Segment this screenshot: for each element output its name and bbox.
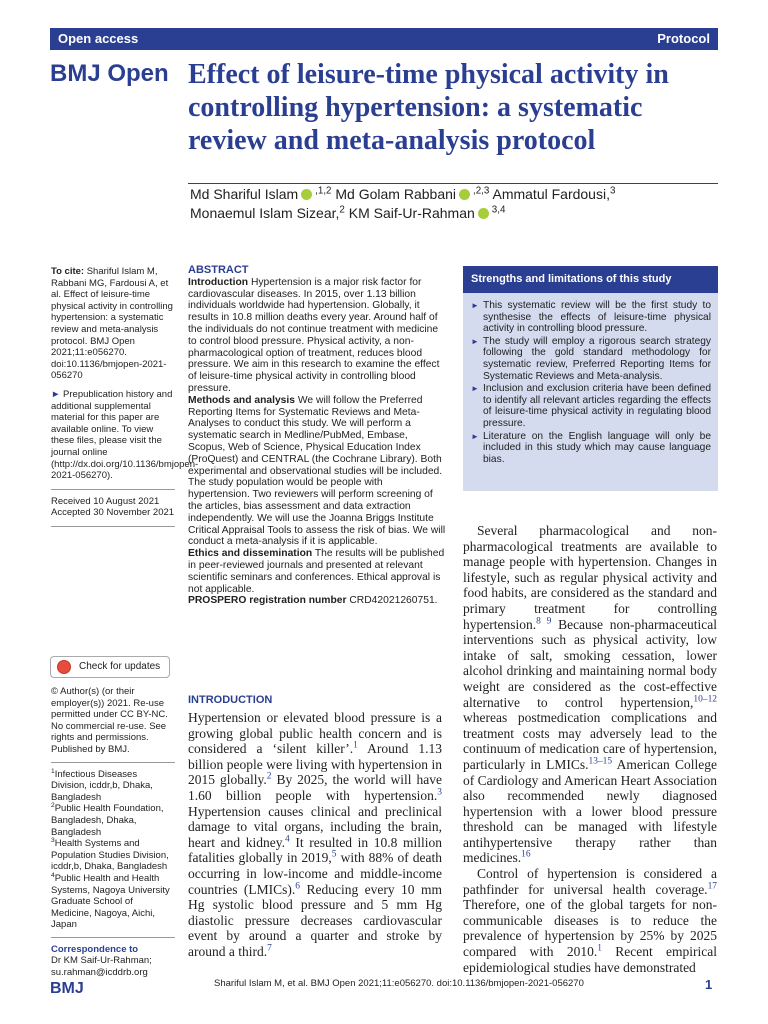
affiliation: $^4$Public Health and Health Systems, Nagoya University Graduate School of Medicine, Nagoya, Aichi, Japan bbox=[51, 871, 170, 931]
list-item: ► The study will employ a rigorous search strategy following the gold standard methodology for systematic review, Preferred Reporting Items for Systematic Reviews and Meta-analysis. bbox=[471, 336, 711, 382]
strengths-limitations-box bbox=[463, 266, 718, 491]
divider bbox=[51, 762, 175, 763]
license-and-affiliations bbox=[51, 686, 175, 979]
body-paragraph: Control of hypertension is considered a pathfinder for universal health coverage.$^{17}$ Therefore, one of the global targets for non-communicable diseases is to reduce the prevalence of hypertension by 25% by 2025 compared with 2010.$^1$ Recent empirical epidemiological studies have demonstrated bbox=[463, 866, 717, 975]
introduction-heading: INTRODUCTION bbox=[188, 694, 273, 706]
box-heading: Strengths and limitations of this study bbox=[463, 266, 718, 293]
body-paragraph: Hypertension or elevated blood pressure is a growing global public health concern and is considered a ‘silent killer’.$^1$ Around 1.13 billion people were living with hypertension in 2015 globally.$^2$ By 2025, the world will have 1.60 billion people with hypertension.$^3$ Hypertension causes clinical and preclinical damage to vital organs, including the brain, heart and kidney.$^4$ It resulted in 10.8 million fatalities globally in 2019,$^5$ with 88% of death occurring in low-income and middle-income countries (LMICs).$^6$ Reducing every 10 mm Hg systolic blood pressure and 5 mm Hg diastolic pressure decreases cardiovascular event by around a quarter and stroke by around a third.$^7$ bbox=[188, 710, 442, 959]
arrow-icon: ► bbox=[51, 388, 61, 400]
author-name[interactable]: Md Shariful Islam bbox=[190, 186, 299, 202]
divider bbox=[51, 937, 175, 938]
received-date: Received 10 August 2021 bbox=[51, 495, 160, 507]
introduction-column-right bbox=[463, 523, 717, 975]
list-item: ► Inclusion and exclusion criteria have been defined to identify all relevant articles regarding the effects of leisure-time physical activity in regulating blood pressure. bbox=[471, 383, 711, 429]
open-access-label: Open access bbox=[58, 31, 139, 46]
divider bbox=[51, 526, 175, 527]
divider bbox=[51, 489, 175, 490]
footer-citation: Shariful Islam M, et al. BMJ Open 2021;11:e056270. doi:10.1136/bmjopen-2021-056270 bbox=[214, 978, 584, 989]
affiliation: $^2$Public Health Foundation, Bangladesh, Dhaka, Bangladesh bbox=[51, 802, 164, 838]
citation-block: To cite: Shariful Islam M, Rabbani MG, Fardousi A, et al. Effect of leisure-time physical activity in controlling hypertension: a systematic review and meta-analysis protocol. BMJ Open 2021;11:e056270. doi:10.1136/bmjopen-2021-056270 bbox=[51, 266, 173, 382]
abstract-methods: Methods and analysis We will follow the Preferred Reporting Items for Systematic Reviews and Meta-Analyses to conduct this study. We will perform a systematic search in Medline/PubMed, Embase, Scopus, Web of Science, Physical Education Index (ProQuest) and CENTRAL (the Cochrane Library). Both experimental and observational studies will be included. The study population would be people with hypertension. Two reviewers will perform screening of the articles, bias assessment and data extraction independently. We will use the Joanna Briggs Institute Critical Appraisal Tools to assess the risk of bias. We will conduct a meta-analysis if it is applicable. bbox=[188, 394, 446, 548]
orcid-icon[interactable] bbox=[301, 189, 312, 200]
abstract-ethics: Ethics and dissemination The results will be published in peer-reviewed journals and presented at relevant scientific seminars and conferences. Ethical approval is not applicable. bbox=[188, 548, 445, 595]
abstract-introduction: Introduction Hypertension is a major risk factor for cardiovascular diseases. In 2015, over 1.13 billion individuals worldwide had hypertension. Globally, it results in 10.8 million deaths every year. Around half of the individuals do not continue treatment with medicine to control blood pressure. Physical activity, a non-pharmacological option of treatment, reduces blood pressure. We aim in this research to examine the effect of leisure-time physical activity in controlling blood pressure. bbox=[188, 276, 440, 394]
affiliation: $^3$Health Systems and Population Studies Division, icddr,b, Dhaka, Bangladesh bbox=[51, 836, 169, 873]
top-banner bbox=[50, 28, 718, 50]
accepted-date: Accepted 30 November 2021 bbox=[51, 507, 175, 519]
article-title: Effect of leisure-time physical activity in controlling hypertension: a systematic review and meta-analysis protocol bbox=[188, 59, 669, 156]
list-item: ► This systematic review will be the first study to synthesise the effects of leisure-time physical activity in controlling blood pressure. bbox=[471, 300, 711, 335]
correspondence-name: Dr KM Saif-Ur-Rahman; bbox=[51, 955, 152, 967]
check-for-updates-button[interactable]: Check for updates bbox=[50, 656, 170, 678]
author-name[interactable]: KM Saif-Ur-Rahman bbox=[348, 205, 475, 221]
list-item: ► Literature on the English language will only be included in this study which may cause language bias. bbox=[471, 431, 711, 466]
author-name[interactable]: Monaemul Islam Sizear, bbox=[190, 205, 340, 221]
article-type-label: Protocol bbox=[657, 31, 710, 46]
orcid-icon[interactable] bbox=[478, 208, 489, 219]
author-name[interactable]: Ammatul Fardousi, bbox=[492, 186, 610, 202]
author-name[interactable]: Md Golam Rabbani bbox=[335, 186, 457, 202]
abstract-heading: ABSTRACT bbox=[188, 264, 249, 276]
orcid-icon[interactable] bbox=[459, 189, 470, 200]
correspondence-email[interactable]: su.rahman@icddrb.org bbox=[51, 967, 148, 979]
abstract bbox=[188, 265, 446, 607]
update-badge-icon bbox=[57, 660, 71, 674]
abstract-prospero: PROSPERO registration number CRD42021260751. bbox=[188, 595, 438, 607]
introduction-column-left bbox=[188, 710, 442, 960]
body-paragraph: Several pharmacological and non-pharmacological treatments are available to manage people with hypertension. Changes in lifestyle, such as regular physical activity and food habits, are considered as the standard and primary treatment for controlling hypertension.$^{8 9}$ Because non-pharmaceutical interventions such as physical activity, low intake of salt, smoking cessation, lower alcohol drinking and maintaining normal body weight are considered as the cost-effective alternative to control hypertension,$^{10-12}$ whereas postmedication complications and treatment costs may adversely lead to the continuum of medication care of hypertension, particularly in LMICs.$^{13-15}$ American College of Cardiology and American Heart Association also recommended newly diagnosed hypertension with a lower blood pressure threshold can be managed with lifestyle antihypertensive therapy rather than medicines.$^{16}$ bbox=[463, 523, 718, 866]
journal-brand: BMJ Open bbox=[50, 60, 169, 87]
bmj-logo: BMJ bbox=[50, 980, 84, 997]
license-text: © Author(s) (or their employer(s)) 2021. Re-use permitted under CC BY-NC. No commercial re-use. See rights and permissions. Published by BMJ. bbox=[51, 686, 168, 755]
prepub-note: ► Prepublication history and additional supplemental material for this paper are available online. To view these files, please visit the journal online (http://dx.doi.org/10.1136/bmjopen-2021-056270). bbox=[51, 388, 199, 482]
author-list: Md Shariful Islam $^{,1,2}$ Md Golam Rabbani $^{,2,3}$ Ammatul Fardousi,$^3$ Monaemul Islam Sizear,$^2$ KM Saif-Ur-Rahman $^{3,4}$ bbox=[190, 185, 616, 221]
title-divider bbox=[188, 183, 718, 184]
affiliation: $^1$Infectious Diseases Division, icddr,b, Dhaka, Bangladesh bbox=[51, 767, 153, 803]
correspondence-label: Correspondence to bbox=[51, 943, 139, 955]
sidebar-metadata bbox=[51, 266, 199, 533]
page-number: 1 bbox=[705, 977, 713, 992]
box-list bbox=[471, 300, 711, 466]
